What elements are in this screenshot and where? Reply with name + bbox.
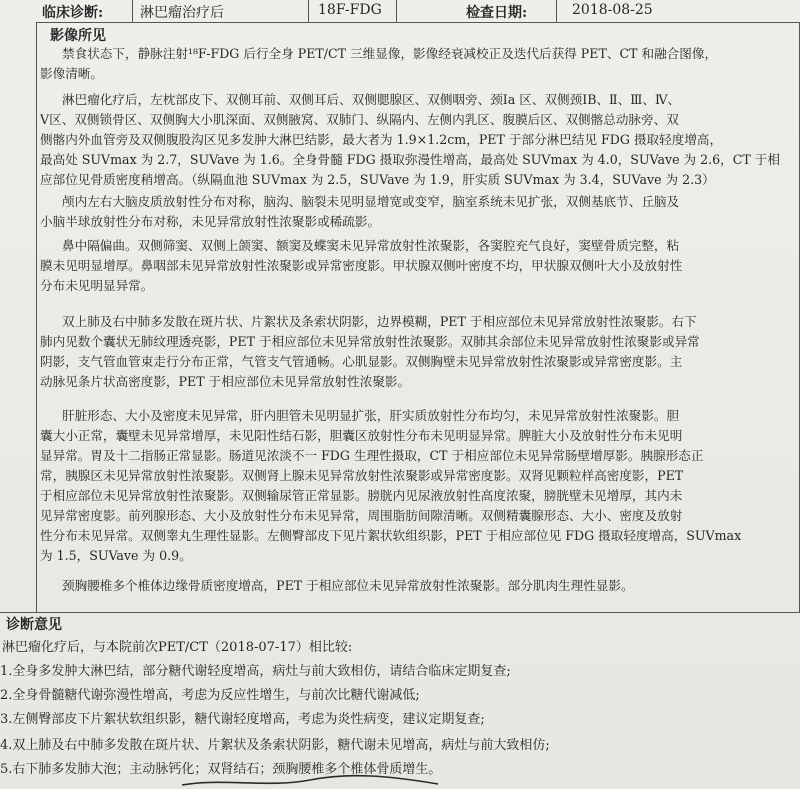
findings-line: 动脉见条片状高密度影，PET 于相应部位未见异常放射性浓聚影。: [40, 374, 411, 389]
findings-line: 肝脏形态、大小及密度未见异常，肝内胆管未见明显扩张，肝实质放射性分布均匀，未见异常放射性浓聚影。胆: [62, 408, 680, 423]
opinion-line: 3.左侧臀部皮下片絮状软组织影，糖代谢轻度增高，考虑为炎性病变，建议定期复查;: [0, 712, 485, 727]
findings-line: 于相应部位未见异常放射性浓聚影。双侧输尿管正常显影。膀胱内见尿液放射性高度浓聚，膀胱壁未见增厚，其内未: [40, 488, 683, 503]
findings-line: 小脑半球放射性分布对称，未见异常放射性浓聚影或稀疏影。: [40, 214, 381, 229]
header-divider: [556, 0, 557, 22]
opinion-title: 诊断意见: [6, 617, 62, 633]
opinion-line: 淋巴瘤化疗后，与本院前次PET/CT（2018-07-17）相比较:: [2, 640, 353, 655]
findings-line: 阴影，支气管血管束走行分布正常，气管支气管通畅。心肌显影。双侧胸壁未见异常放射性浓聚影或异常密度影。主: [40, 354, 683, 369]
findings-line: 颈胸腰椎多个椎体边缘骨质密度增高，PET 于相应部位未见异常放射性浓聚影。部分肌肉生理性显影。: [62, 578, 634, 593]
opinion-line: 5.右下肺多发肺大泡；主动脉钙化；双肾结石；颈胸腰椎多个椎体骨质增生。: [0, 762, 442, 777]
section-divider: [0, 612, 800, 613]
diagnosis-label: 临床诊断:: [42, 5, 104, 21]
findings-line: 见异常密度影。前列腺形态、大小及放射性分布未见异常，周围脂肪间隙清晰。双侧精囊腺形态、大小、密度及放射: [40, 508, 683, 523]
findings-line: 显异常。胃及十二指肠正常显影。肠道见浓淡不一 FDG 生理性摄取，CT 于相应部位未见异常肠壁增厚影。胰腺形态正: [40, 448, 704, 463]
findings-line: 最高处 SUVmax 为 2.7，SUVave 为 1.6。全身骨髓 FDG 摄取弥漫性增高，最高处 SUVmax 为 4.0，SUVave 为 2.6，CT 于相: [40, 152, 780, 167]
findings-line: 肺内见数个囊状无肺纹理透亮影，PET 于相应部位未见异常放射性浓聚影。双肺其余部位未见异常放射性浓聚影或异常: [40, 334, 700, 349]
findings-line: 为 1.5，SUVave 为 0.9。: [40, 548, 192, 563]
header-row: [36, 0, 800, 23]
findings-line: 颅内左右大脑皮质放射性分布对称，脑沟、脑裂未见明显增宽或变窄，脑室系统未见扩张，双侧基底节、丘脑及: [62, 194, 680, 209]
findings-line: 侧髂内外血管旁及双侧腹股沟区见多发肿大淋巴结影，最大者为 1.9×1.2cm，PET 于部分淋巴结见 FDG 摄取轻度增高，: [40, 132, 723, 147]
diagnosis-value: 淋巴瘤治疗后: [140, 5, 224, 21]
tracer-value: 18F-FDG: [318, 2, 382, 18]
findings-line: 鼻中隔偏曲。双侧筛窦、双侧上颌窦、额窦及蝶窦未见异常放射性浓聚影，各窦腔充气良好，窦壁骨质完整，粘: [62, 238, 680, 253]
date-value: 2018-08-25: [572, 2, 653, 18]
header-divider: [132, 0, 133, 22]
date-label: 检查日期:: [466, 5, 528, 21]
findings-line: 淋巴瘤化疗后，左枕部皮下、双侧耳前、双侧耳后、双侧腮腺区、双侧咽旁、颈Ⅰa 区、双侧颈ⅠB、Ⅱ、Ⅲ、Ⅳ、: [62, 92, 681, 107]
findings-line: 膜未见明显增厚。鼻咽部未见异常放射性浓聚影或异常密度影。甲状腺双侧叶密度不均，甲状腺双侧叶大小及放射性: [40, 258, 683, 273]
findings-line: 影像清晰。: [40, 66, 103, 81]
opinion-line: 1.全身多发肿大淋巴结，部分糖代谢轻度增高，病灶与前大致相仿，请结合临床定期复查;: [0, 664, 511, 679]
header-divider: [396, 0, 397, 22]
findings-line: 常，胰腺区未见异常放射性浓聚影。双侧肾上腺未见异常放射性浓聚影或异常密度影。双肾见颗粒样高密度影，PET: [40, 468, 684, 483]
findings-line: 禁食状态下，静脉注射¹⁸F-FDG 后行全身 PET/CT 三维显像，影像经衰减校正及迭代后获得 PET、CT 和融合图像，: [62, 46, 718, 61]
findings-title: 影像所见: [50, 28, 106, 44]
handwriting-mark: [180, 770, 440, 789]
findings-line: 分布未见明显异常。: [40, 278, 154, 293]
findings-line: 应部位见骨质密度稍增高。（纵隔血池 SUVmax 为 2.5，SUVave 为 1.9，肝实质 SUVmax 为 3.4，SUVave 为 2.3）: [40, 172, 715, 187]
findings-line: Ⅴ区、双侧锁骨区、双侧胸大小肌深面、双侧腋窝、双肺门、纵隔内、左侧内乳区、腹膜后区、双侧髂总动脉旁、双: [40, 112, 679, 127]
findings-line: 性分布未见异常。双侧睾丸生理性显影。左侧臀部皮下见片絮状软组织影，PET 于相应部位见 FDG 摄取轻度增高，SUVmax: [40, 528, 742, 543]
header-divider: [308, 0, 309, 22]
opinion-line: 4.双上肺及右中肺多发散在斑片状、片絮状及条索状阴影，糖代谢未见增高，病灶与前大致相仿;: [0, 738, 550, 753]
findings-line: 双上肺及右中肺多发散在斑片状、片絮状及条索状阴影，边界模糊，PET 于相应部位未见异常放射性浓聚影。右下: [62, 314, 697, 329]
findings-line: 囊大小正常，囊壁未见异常增厚，未见阳性结石影，胆囊区放射性分布未见明显异常。脾脏大小及放射性分布未见明: [40, 428, 683, 443]
opinion-line: 2.全身骨髓糖代谢弥漫性增高，考虑为反应性增生，与前次比糖代谢减低;: [0, 688, 420, 703]
